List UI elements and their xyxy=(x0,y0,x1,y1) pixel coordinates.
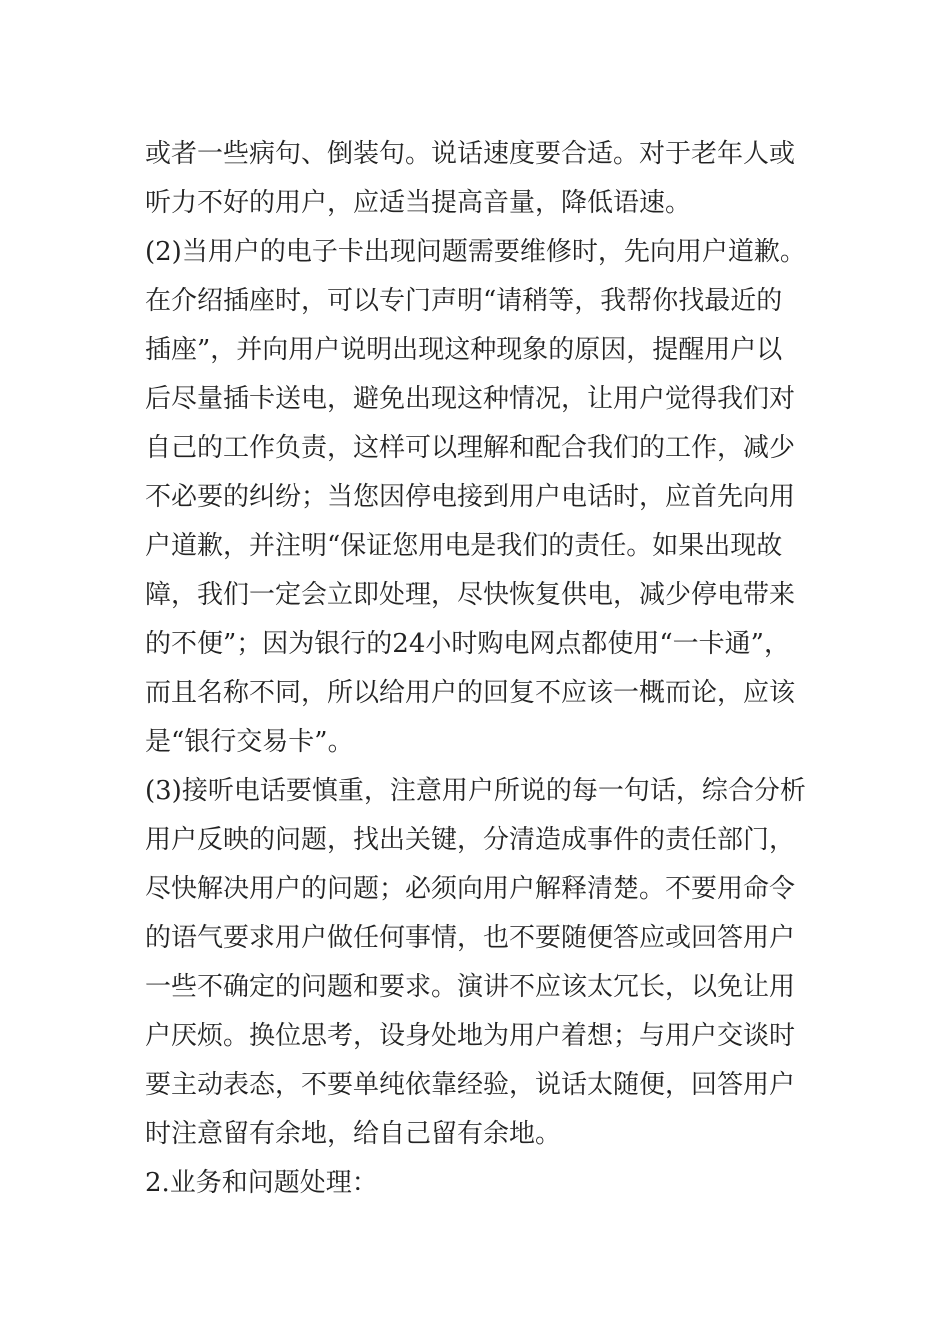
text-line: 用户反映的问题，找出关键，分清造成事件的责任部门， xyxy=(145,825,796,855)
text-line: 户厌烦。换位思考，设身处地为用户着想；与用户交谈时 xyxy=(145,1021,796,1051)
text-line: 后尽量插卡送电，避免出现这种情况，让用户觉得我们对 xyxy=(145,384,796,414)
text-line: 的不便”；因为银行的24小时购电网点都使用“一卡通”， xyxy=(145,629,790,659)
text-line: 障，我们一定会立即处理，尽快恢复供电，减少停电带来 xyxy=(145,580,796,610)
text-line: 在介绍插座时，可以专门声明“请稍等，我帮你找最近的 xyxy=(145,286,783,316)
text-line: 而且名称不同，所以给用户的回复不应该一概而论，应该 xyxy=(145,678,796,708)
text-line: 自己的工作负责，这样可以理解和配合我们的工作，减少 xyxy=(145,433,796,463)
text-line: 要主动表态，不要单纯依靠经验，说话太随便，回答用户 xyxy=(145,1070,796,1100)
text-line: 尽快解决用户的问题；必须向用户解释清楚。不要用命令 xyxy=(145,874,796,904)
document-body xyxy=(145,130,815,1208)
text-line: 听力不好的用户，应适当提高音量，降低语速。 xyxy=(145,188,692,218)
text-line: 插座”，并向用户说明出现这种现象的原因，提醒用户以 xyxy=(145,335,783,365)
text-line: 时注意留有余地，给自己留有余地。 xyxy=(145,1119,562,1149)
text-line: 户道歉，并注明“保证您用电是我们的责任。如果出现故 xyxy=(145,531,783,561)
text-line: 不必要的纠纷；当您因停电接到用户电话时，应首先向用 xyxy=(145,482,796,512)
text-line: 一些不确定的问题和要求。演讲不应该太冗长，以免让用 xyxy=(145,972,796,1002)
section-heading: 2.业务和问题处理： xyxy=(145,1168,378,1198)
paragraph-2-start: (2)当用户的电子卡出现问题需要维修时，先向用户道歉。 xyxy=(145,237,806,267)
paragraph-3-start: (3)接听电话要慎重，注意用户所说的每一句话，综合分析 xyxy=(145,776,806,806)
text-line: 是“银行交易卡”。 xyxy=(145,727,354,757)
text-line: 的语气要求用户做任何事情，也不要随便答应或回答用户 xyxy=(145,923,796,953)
text-line: 或者一些病句、倒装句。说话速度要合适。对于老年人或 xyxy=(145,139,796,169)
